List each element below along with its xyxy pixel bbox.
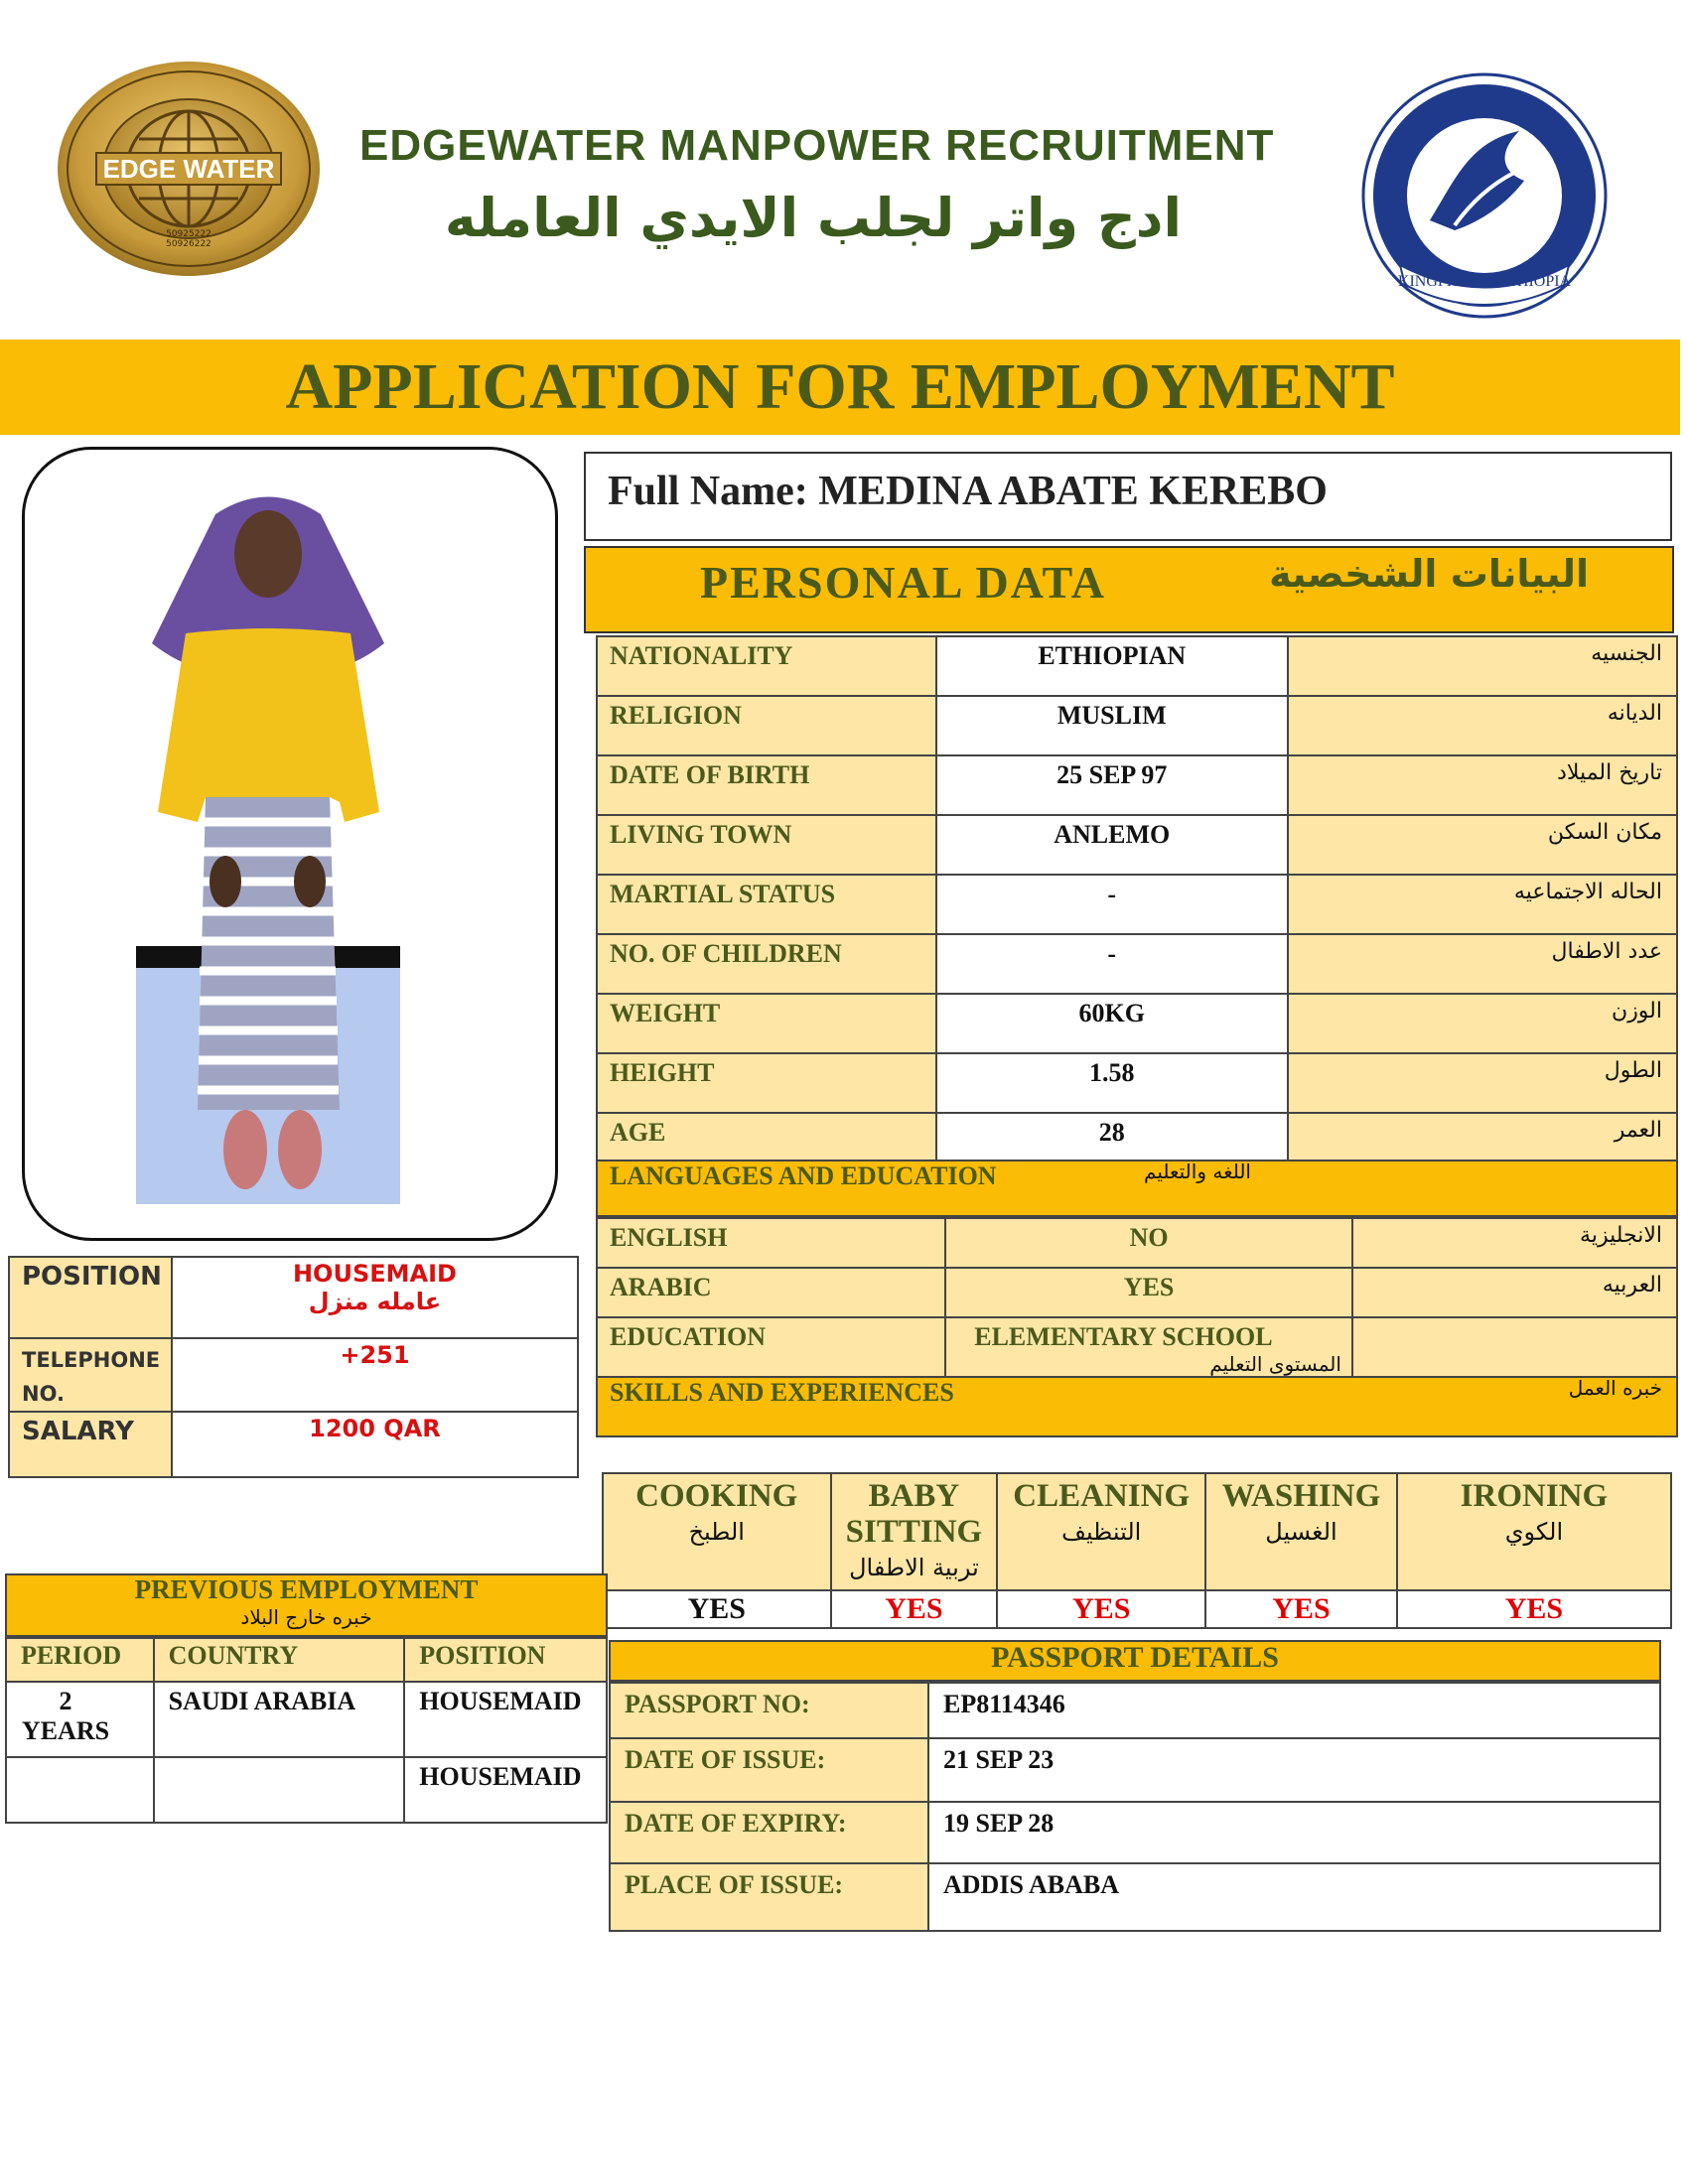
period-cell <box>6 1757 154 1823</box>
skill-value: YES <box>1397 1590 1671 1628</box>
field-label-ar: الوزن <box>1288 994 1677 1053</box>
edgewater-logo <box>55 60 323 278</box>
logo-phone-2: 50926222 <box>166 239 211 249</box>
column-header: COUNTRY <box>154 1638 405 1682</box>
skill-ironing <box>1397 1473 1671 1590</box>
passport-field-value: ADDIS ABABA <box>928 1863 1660 1931</box>
skill-cooking <box>603 1473 831 1590</box>
field-label: NO. OF CHILDREN <box>597 934 936 994</box>
table-row <box>610 1683 1660 1738</box>
education-label-ar: المستوى التعليم <box>1209 1352 1341 1376</box>
skill-washing <box>1205 1473 1397 1590</box>
table-row <box>9 1257 578 1338</box>
field-label: MARTIAL STATUS <box>597 875 936 934</box>
period-value: 2 YEARS <box>21 1687 110 1745</box>
field-label-ar: عدد الاطفال <box>1288 934 1677 994</box>
salary-label: SALARY <box>9 1412 172 1477</box>
field-value: - <box>936 875 1288 934</box>
field-label-ar: مكان السكن <box>1288 815 1677 875</box>
language-label-ar: العربيه <box>1352 1268 1677 1317</box>
salary-value: 1200 QAR <box>172 1412 578 1477</box>
candidate-photo <box>136 484 400 1204</box>
field-value: 1.58 <box>936 1053 1288 1113</box>
table-row <box>597 755 1677 815</box>
table-row <box>597 875 1677 934</box>
field-value: 25 SEP 97 <box>936 755 1288 815</box>
kingfisher-logo <box>1360 71 1609 320</box>
field-label-ar: تاريخ الميلاد <box>1288 755 1677 815</box>
skill-value: YES <box>831 1590 998 1628</box>
table-row <box>597 1053 1677 1113</box>
field-label-ar: الديانه <box>1288 696 1677 755</box>
skills-value-row <box>603 1590 1671 1628</box>
table-row <box>9 1412 578 1477</box>
field-label: DATE OF BIRTH <box>597 755 936 815</box>
field-label-ar: العمر <box>1288 1113 1677 1172</box>
skill-name-ar: الكوي <box>1504 1518 1564 1546</box>
field-value: 60KG <box>936 994 1288 1053</box>
table-row <box>597 696 1677 755</box>
field-value: ANLEMO <box>936 815 1288 875</box>
logo-center-text: EDGE WATER <box>102 154 275 184</box>
field-label: LIVING TOWN <box>597 815 936 875</box>
skill-name: COOKING <box>635 1478 798 1514</box>
passport-table <box>609 1682 1661 1932</box>
position-cell: HOUSEMAID <box>404 1682 607 1757</box>
period-cell <box>6 1682 154 1757</box>
passport-title: PASSPORT DETAILS <box>991 1641 1279 1674</box>
passport-field-label: PASSPORT NO: <box>610 1683 928 1738</box>
field-label-ar: الطول <box>1288 1053 1677 1113</box>
field-label: HEIGHT <box>597 1053 936 1113</box>
language-label: ARABIC <box>597 1268 945 1317</box>
languages-title-ar: اللغه والتعليم <box>1144 1160 1251 1183</box>
kingfisher-ribbon-text: KINGFISHER-ETHIOPIA <box>1397 273 1572 290</box>
column-header: PERIOD <box>6 1638 154 1682</box>
logo-phone-1: 50925222 <box>166 229 211 239</box>
skill-name-ar: التنظيف <box>1061 1518 1142 1546</box>
field-label: NATIONALITY <box>597 636 936 696</box>
telephone-value: +251 <box>172 1338 578 1412</box>
job-info-table <box>8 1256 579 1478</box>
field-label-ar: الجنسيه <box>1288 636 1677 696</box>
table-header-row <box>6 1638 607 1682</box>
previous-employment-title-en: PREVIOUS EMPLOYMENT <box>134 1574 479 1604</box>
country-cell <box>154 1757 405 1823</box>
passport-field-value: EP8114346 <box>928 1683 1660 1738</box>
skills-title-ar: خبره العمل <box>1568 1376 1662 1400</box>
skill-cleaning <box>997 1473 1205 1590</box>
skill-baby-sitting <box>831 1473 998 1590</box>
table-row <box>610 1863 1660 1931</box>
company-name-en: EDGEWATER MANPOWER RECRUITMENT <box>359 121 1275 170</box>
language-value: YES <box>945 1268 1352 1317</box>
position-value <box>172 1257 578 1338</box>
telephone-label: TELEPHONE NO. <box>9 1338 172 1412</box>
education-label: EDUCATION <box>597 1317 945 1387</box>
field-label: AGE <box>597 1113 936 1172</box>
passport-field-value: 19 SEP 28 <box>928 1802 1660 1863</box>
table-row <box>597 815 1677 875</box>
skills-table <box>602 1472 1672 1629</box>
skill-value: YES <box>1205 1590 1397 1628</box>
table-row <box>610 1738 1660 1802</box>
passport-field-label: DATE OF ISSUE: <box>610 1738 928 1802</box>
table-row <box>6 1757 607 1823</box>
previous-employment-title-ar: خبره خارج البلاد <box>240 1605 372 1629</box>
field-label: WEIGHT <box>597 994 936 1053</box>
field-value: MUSLIM <box>936 696 1288 755</box>
skill-name: BABY SITTING <box>845 1478 983 1550</box>
position-en: HOUSEMAID <box>292 1260 457 1288</box>
language-value: NO <box>945 1218 1352 1268</box>
country-cell: SAUDI ARABIA <box>154 1682 405 1757</box>
skill-name-ar: تربية الاطفال <box>849 1554 979 1581</box>
skill-name: WASHING <box>1221 1478 1381 1514</box>
table-row <box>610 1802 1660 1863</box>
company-name-ar: ادج واتر لجلب الايدي العامله <box>444 187 1182 249</box>
table-row <box>9 1338 578 1412</box>
page-title: APPLICATION FOR EMPLOYMENT <box>285 350 1395 423</box>
field-label: RELIGION <box>597 696 936 755</box>
personal-data-title-en: PERSONAL DATA <box>700 557 1106 608</box>
field-label-ar: الحاله الاجتماعيه <box>1288 875 1677 934</box>
personal-data-table <box>596 635 1678 1173</box>
passport-field-label: PLACE OF ISSUE: <box>610 1863 928 1931</box>
column-header: POSITION <box>404 1638 607 1682</box>
skill-name-ar: الغسيل <box>1265 1518 1337 1546</box>
position-label: POSITION <box>9 1257 172 1338</box>
table-row <box>597 934 1677 994</box>
skills-title-en: SKILLS AND EXPERIENCES <box>610 1378 954 1407</box>
skill-name: CLEANING <box>1013 1478 1191 1514</box>
language-label: ENGLISH <box>597 1218 945 1268</box>
skill-value: YES <box>603 1590 831 1628</box>
languages-title-en: LANGUAGES AND EDUCATION <box>610 1161 997 1190</box>
languages-table <box>596 1217 1678 1388</box>
position-cell: HOUSEMAID <box>404 1757 607 1823</box>
previous-employment-table <box>5 1637 608 1824</box>
position-ar: عامله منزل <box>308 1288 442 1315</box>
skills-name-row <box>603 1473 1671 1590</box>
field-value: - <box>936 934 1288 994</box>
full-name: Full Name: MEDINA ABATE KEREBO <box>584 452 1672 541</box>
language-label-ar: الانجليزية <box>1352 1218 1677 1268</box>
passport-field-value: 21 SEP 23 <box>928 1738 1660 1802</box>
skill-name-ar: الطبخ <box>688 1518 745 1546</box>
personal-data-title-ar: البيانات الشخصية <box>1269 552 1589 596</box>
skill-name: IRONING <box>1460 1478 1609 1514</box>
field-value: ETHIOPIAN <box>936 636 1288 696</box>
table-row <box>597 636 1677 696</box>
education-value-en: ELEMENTARY SCHOOL <box>974 1322 1273 1351</box>
table-row <box>597 1268 1677 1317</box>
skill-value: YES <box>997 1590 1205 1628</box>
passport-field-label: DATE OF EXPIRY: <box>610 1802 928 1863</box>
table-row <box>6 1682 607 1757</box>
table-row <box>597 1218 1677 1268</box>
table-row <box>597 994 1677 1053</box>
field-value: 28 <box>936 1113 1288 1172</box>
